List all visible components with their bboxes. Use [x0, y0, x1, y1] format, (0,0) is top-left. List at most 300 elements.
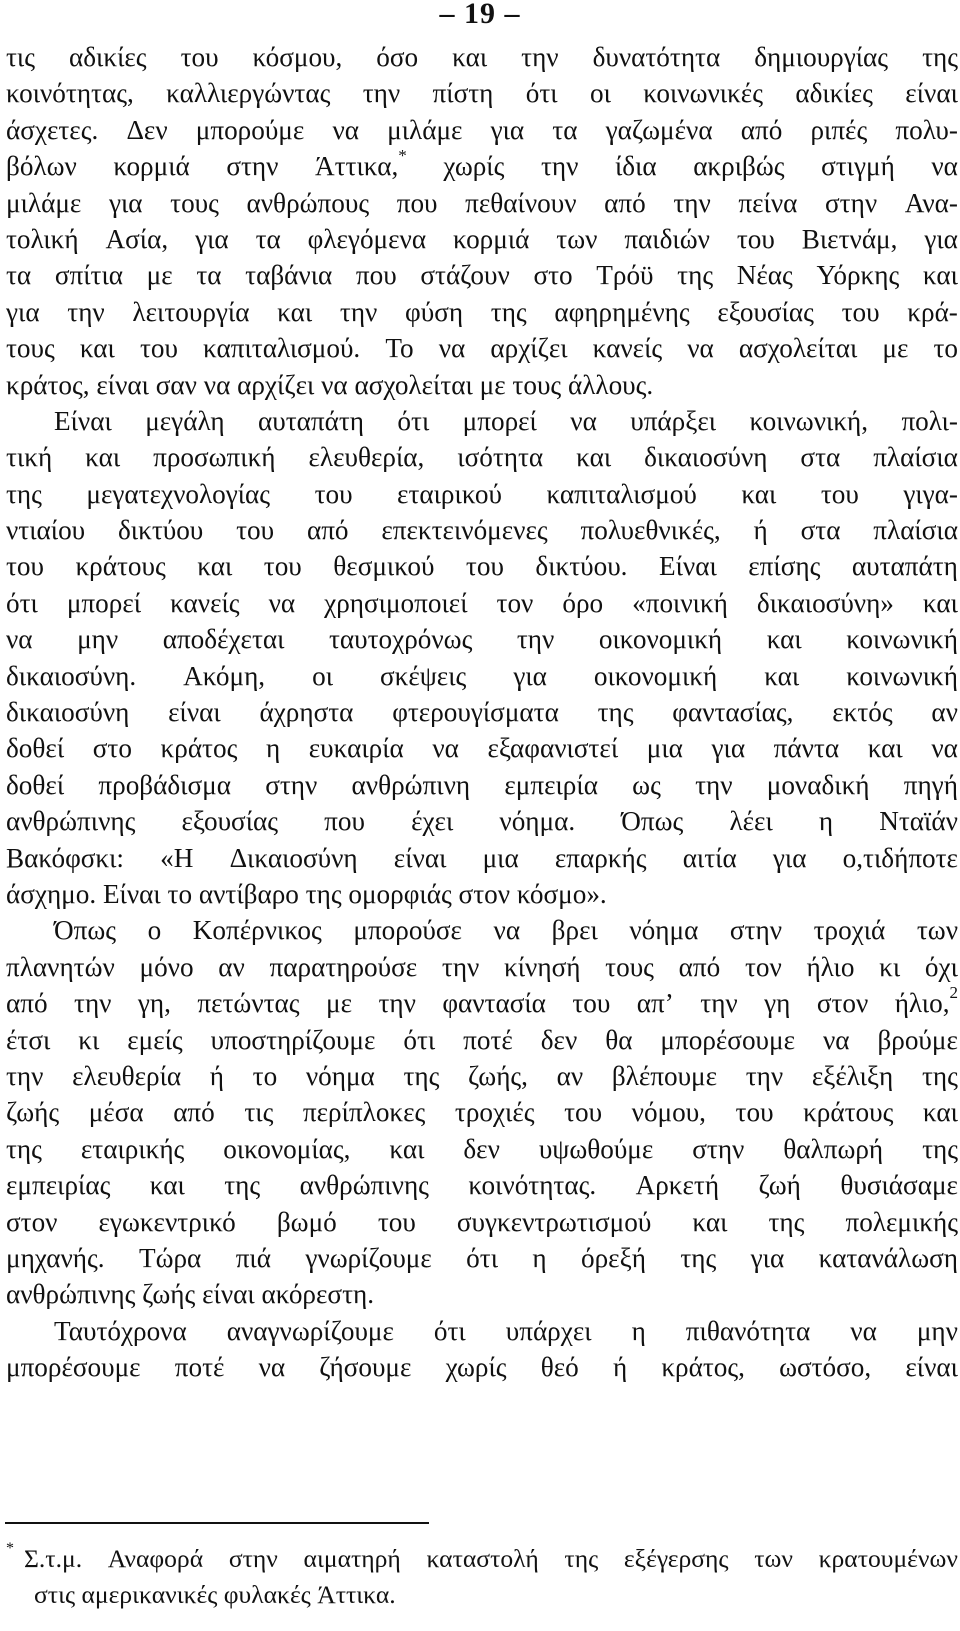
- word: του: [465, 551, 504, 582]
- word: ή: [209, 1060, 225, 1091]
- word: τις: [244, 1097, 274, 1128]
- word: ντιαίου: [6, 515, 86, 546]
- body-line: [6, 1204, 958, 1240]
- word: να: [931, 151, 958, 182]
- word: της: [490, 296, 527, 327]
- word: να: [438, 333, 466, 364]
- word: το: [933, 333, 958, 364]
- word: πλαίσια: [873, 515, 958, 546]
- word: με: [479, 369, 506, 400]
- word: της: [6, 1133, 42, 1164]
- word: της: [922, 1133, 958, 1164]
- word: αδικίες: [795, 78, 873, 109]
- word: αν: [931, 697, 958, 728]
- body-line: [6, 512, 958, 548]
- body-line: [6, 658, 958, 694]
- word: στον: [816, 988, 869, 1019]
- word: Είναι: [102, 878, 161, 909]
- body-line: [6, 112, 958, 148]
- word: αυταπάτη: [258, 405, 365, 436]
- word: σκέψεις: [380, 660, 467, 691]
- word: στην: [692, 1133, 745, 1164]
- word: στις: [34, 1580, 76, 1609]
- word: καπιταλισμού: [546, 478, 697, 509]
- word: έτσι: [6, 1024, 51, 1055]
- word: και: [741, 478, 777, 509]
- word: της: [921, 1060, 958, 1091]
- word: Ακόμη,: [183, 660, 266, 691]
- word: Κοπέρνικος: [192, 915, 322, 946]
- word: πιθανότητα: [685, 1315, 811, 1346]
- body-line: [6, 548, 958, 584]
- word: τροχιές: [454, 1097, 535, 1128]
- word: παιδιών: [624, 223, 710, 254]
- word: προσωπική: [153, 442, 276, 473]
- body-line: [6, 1094, 958, 1130]
- word: αντίβαρο: [198, 878, 299, 909]
- word: και: [197, 551, 233, 582]
- word: και: [389, 1133, 425, 1164]
- word: τους: [6, 333, 55, 364]
- word: λέει: [729, 806, 773, 837]
- word: εμπειρία: [504, 769, 598, 800]
- word: ζωή: [758, 1170, 801, 1201]
- word: στιγμή: [821, 151, 895, 182]
- body-line: [6, 75, 958, 111]
- word: να: [570, 405, 597, 436]
- word: στην: [228, 1544, 278, 1573]
- word: την: [67, 296, 105, 327]
- word: κορμιά: [113, 151, 190, 182]
- word: κι: [78, 1024, 100, 1055]
- word: Άττικα,*: [314, 146, 407, 182]
- word: μπορέσουμε: [660, 1024, 796, 1055]
- word: όρο: [562, 587, 604, 618]
- word: επίσης: [748, 551, 821, 582]
- word: τους: [170, 187, 219, 218]
- word: κράτος,: [6, 369, 90, 400]
- word: τροχιά: [813, 915, 886, 946]
- word: εμπειρίας: [6, 1170, 111, 1201]
- word: κατανάλωση: [818, 1242, 958, 1273]
- word: εξέγερσης: [623, 1544, 729, 1573]
- word: χωρίς: [443, 151, 505, 182]
- word: στην: [729, 915, 782, 946]
- word: θεσμικού: [333, 551, 435, 582]
- body-line: [6, 185, 958, 221]
- word: να: [203, 369, 231, 400]
- word: εγωκεντρικό: [98, 1206, 236, 1237]
- word: ακόρεστη.: [261, 1279, 375, 1310]
- word: τις: [6, 42, 36, 72]
- word: καταστολή: [426, 1544, 539, 1573]
- body-line: [6, 330, 958, 366]
- body-line: [6, 1022, 958, 1058]
- word: γη: [764, 988, 791, 1019]
- word: όσο: [376, 42, 419, 72]
- word: ζωής,: [468, 1060, 528, 1091]
- word: θεό: [540, 1352, 579, 1383]
- word: που: [355, 260, 397, 291]
- word: Άττικα.: [317, 1580, 396, 1609]
- word: ανθρώπινης: [299, 1170, 429, 1201]
- word: πολυεθνικές,: [580, 515, 721, 546]
- word: αποδέχεται: [162, 624, 285, 655]
- word: να: [493, 915, 521, 946]
- word: την: [378, 988, 416, 1019]
- body-line: [6, 730, 958, 766]
- word: κοινότητας,: [6, 78, 134, 109]
- word: είναι: [393, 842, 447, 873]
- footnote-line: [6, 1577, 958, 1613]
- word: και: [692, 1206, 728, 1237]
- word: καπιταλισμού.: [203, 333, 361, 364]
- body-line: [6, 148, 958, 184]
- word: μέσα: [88, 1097, 144, 1128]
- word: μιλάμε: [387, 114, 463, 145]
- word: ποτέ: [174, 1352, 225, 1383]
- word: και: [766, 624, 802, 655]
- word: εξέλιξη: [811, 1060, 894, 1091]
- body-line: [6, 1167, 958, 1203]
- word: «Η: [160, 842, 194, 873]
- word: ανθρώπινη: [351, 769, 471, 800]
- word: να: [850, 1315, 877, 1346]
- word: περίπλοκες: [302, 1097, 426, 1128]
- word: με: [882, 333, 909, 364]
- word: θυσιάσαμε: [840, 1170, 958, 1201]
- word: της: [6, 478, 42, 509]
- word: το: [167, 878, 193, 909]
- word: το: [252, 1060, 278, 1091]
- word: πλανητών: [6, 951, 115, 982]
- word: η: [532, 1242, 547, 1273]
- word: μια: [646, 733, 683, 764]
- body-line: [6, 840, 958, 876]
- word: από: [678, 951, 721, 982]
- word: αδικίες: [69, 42, 147, 72]
- word: αρχίζει: [237, 369, 315, 400]
- word: οι: [312, 660, 334, 691]
- word: για: [6, 296, 40, 327]
- word: υπάρχει: [505, 1315, 592, 1346]
- word: κοινωνική,: [749, 405, 869, 436]
- word: την: [516, 624, 555, 655]
- word: αφηρημένης: [554, 296, 690, 327]
- word: και: [149, 1170, 185, 1201]
- word: να: [268, 587, 296, 618]
- footnote-marker: *: [6, 1540, 14, 1557]
- body-line: [6, 949, 958, 985]
- body-text: [6, 39, 958, 1385]
- word: ότι: [403, 1024, 436, 1055]
- word: παρατηρούσε: [269, 951, 418, 982]
- word: ακριβώς: [693, 151, 785, 182]
- word: Όπως: [54, 915, 117, 946]
- body-line: [6, 803, 958, 839]
- word: οικονομίας,: [223, 1133, 351, 1164]
- word: που: [396, 187, 438, 218]
- footnote: [6, 1541, 958, 1613]
- word: μπορεί: [66, 587, 142, 618]
- word: πείνα: [738, 187, 798, 218]
- word: δοθεί: [6, 733, 65, 764]
- word: ίδια: [614, 151, 657, 182]
- word: να: [432, 733, 459, 764]
- word: ανθρώπινης: [6, 806, 136, 837]
- word: με: [326, 988, 352, 1019]
- word: κράτους: [75, 551, 166, 582]
- body-line: [6, 39, 958, 75]
- word: είναι: [905, 1352, 958, 1383]
- word: Το: [385, 333, 414, 364]
- word: άχρηστα: [259, 697, 354, 728]
- word: για: [513, 660, 547, 691]
- word: δημιουργίας: [754, 42, 889, 72]
- word: τα: [552, 114, 578, 145]
- word: ελευθερία,: [308, 442, 425, 473]
- word: κράτος,: [661, 1352, 745, 1383]
- word: και: [922, 587, 958, 618]
- word: μπορεί: [462, 405, 537, 436]
- word: σαν: [155, 369, 197, 400]
- word: δοθεί: [6, 769, 65, 800]
- word: ευκαιρία: [308, 733, 404, 764]
- word: μπορέσουμε: [6, 1352, 141, 1383]
- word: να: [822, 1024, 850, 1055]
- word: από: [173, 1097, 215, 1128]
- word: ανθρώπους: [246, 187, 370, 218]
- word: της: [680, 1242, 717, 1273]
- word: εμείς: [127, 1024, 183, 1055]
- word: συγκεντρωτισμού: [456, 1206, 652, 1237]
- word: που: [324, 806, 365, 837]
- word: της: [305, 878, 342, 909]
- word: δικαιοσύνη: [644, 442, 768, 473]
- word: για: [924, 223, 958, 254]
- word: Είναι: [54, 405, 112, 436]
- word: ριπές: [810, 114, 868, 145]
- word: να: [931, 733, 958, 764]
- word: του: [564, 1097, 603, 1128]
- word: υποστηρίζουμε: [210, 1024, 376, 1055]
- word: να: [321, 369, 348, 400]
- word: μπορούμε: [195, 114, 305, 145]
- word: την: [362, 78, 401, 109]
- word: των: [916, 915, 958, 946]
- word: και: [85, 442, 121, 473]
- word: ωστόσο,: [779, 1352, 872, 1383]
- word: Τρόϋ: [596, 260, 654, 291]
- word: πηγή: [903, 769, 958, 800]
- word: κράτους: [803, 1097, 894, 1128]
- word: Αρκετή: [635, 1170, 720, 1201]
- word: δικτύου: [118, 515, 204, 546]
- word: του: [377, 1206, 416, 1237]
- word: εκτός: [832, 697, 893, 728]
- word: ισότητα: [457, 442, 544, 473]
- word: για: [772, 842, 807, 873]
- word: κρά-: [907, 296, 958, 327]
- word: στο: [92, 733, 132, 764]
- word: δικαιοσύνη.: [6, 660, 137, 691]
- word: Ταυτόχρονα: [54, 1315, 187, 1346]
- word: πετώντας: [197, 988, 300, 1019]
- word: είναι: [168, 697, 221, 728]
- word: μιλάμε: [6, 187, 82, 218]
- word: ζωής: [142, 1279, 196, 1310]
- word: εταιρικού: [397, 478, 502, 509]
- word: γαζωμένα: [605, 114, 713, 145]
- word: για: [108, 187, 143, 218]
- body-line: [6, 694, 958, 730]
- word: αν: [218, 951, 245, 982]
- word: Δεν: [126, 114, 168, 145]
- word: «ποινική: [632, 587, 728, 618]
- word: είναι: [96, 369, 149, 400]
- word: Νέας: [736, 260, 793, 291]
- word: κοινότητας.: [468, 1170, 597, 1201]
- word: κοινωνική: [846, 660, 958, 691]
- footnote-divider: [5, 1522, 429, 1524]
- word: Τώρα: [138, 1242, 202, 1273]
- word: Βακόφσκι:: [6, 842, 124, 873]
- word: την: [74, 988, 112, 1019]
- word: η: [631, 1315, 646, 1346]
- word: ομορφιάς: [348, 878, 452, 909]
- word: γη,: [137, 988, 171, 1019]
- word: δεν: [540, 1024, 578, 1055]
- word: ότι: [6, 587, 38, 618]
- word: με: [146, 260, 173, 291]
- word: για: [195, 223, 229, 254]
- word: υψωθούμε: [538, 1133, 654, 1164]
- word: λειτουργία: [132, 296, 250, 327]
- word: ήλιο,$^2$: [894, 983, 958, 1019]
- word: αρχίζει: [490, 333, 568, 364]
- word: ότι: [525, 78, 558, 109]
- word: δικαιοσύνη: [6, 697, 130, 728]
- word: της: [677, 260, 714, 291]
- word: η: [265, 733, 281, 764]
- word: του: [572, 988, 611, 1019]
- word: τα: [196, 260, 222, 291]
- word: των: [556, 223, 598, 254]
- word: του: [139, 333, 178, 364]
- word: ελευθερία: [72, 1060, 182, 1091]
- body-line: [6, 476, 958, 512]
- word: νόημα: [629, 915, 699, 946]
- word: για: [490, 114, 525, 145]
- word: στην: [825, 187, 878, 218]
- word: την: [441, 951, 480, 982]
- word: να: [258, 1352, 286, 1383]
- word: Βιετνάμ,: [801, 223, 898, 254]
- word: του: [236, 515, 275, 546]
- word: να: [6, 624, 33, 655]
- word: την: [695, 769, 733, 800]
- body-line: [6, 767, 958, 803]
- word: εξαφανιστεί: [487, 733, 619, 764]
- word: ή: [612, 1352, 628, 1383]
- body-line: [6, 621, 958, 657]
- word: και: [764, 660, 800, 691]
- word: χωρίς: [445, 1352, 507, 1383]
- word: ο: [147, 915, 162, 946]
- word: ζωής: [6, 1097, 60, 1128]
- word: είναι: [905, 78, 958, 109]
- word: βλέπουμε: [611, 1060, 718, 1091]
- word: στάζουν: [420, 260, 510, 291]
- word: και: [576, 442, 612, 473]
- word: τους: [605, 951, 654, 982]
- word: πίστη: [432, 78, 494, 109]
- word: αν: [556, 1060, 584, 1091]
- word: βωμό: [276, 1206, 337, 1237]
- word: από: [740, 114, 783, 145]
- word: νόμου,: [631, 1097, 706, 1128]
- word: του: [180, 42, 219, 72]
- word: Δικαιοσύνη: [229, 842, 358, 873]
- word: αιτία: [682, 842, 737, 873]
- word: δυνατότητα: [592, 42, 721, 72]
- word: αυταπάτη: [851, 551, 958, 582]
- word: επαρκής: [554, 842, 647, 873]
- word: στα: [800, 442, 841, 473]
- word: δεν: [463, 1133, 500, 1164]
- word: ποτέ: [463, 1024, 513, 1055]
- word: κόσμο».: [516, 878, 607, 909]
- word: μεγάλη: [145, 405, 225, 436]
- word: Όπως: [621, 806, 684, 837]
- word: στο: [533, 260, 573, 291]
- word: ο,τιδήποτε: [842, 842, 958, 873]
- word: Σ.τ.μ.: [24, 1544, 83, 1573]
- word: ασχολείται: [738, 333, 858, 364]
- word: μπορούσε: [353, 915, 462, 946]
- word: κορμιά: [452, 223, 530, 254]
- word: και: [452, 42, 488, 72]
- word: πολι-: [901, 405, 958, 436]
- word: αμερικανικές: [81, 1580, 218, 1609]
- word: πολεμικής: [845, 1206, 958, 1237]
- word: του: [735, 1097, 774, 1128]
- word: πολυ-: [895, 114, 958, 145]
- word: μια: [482, 842, 519, 873]
- word: φτερουγίσματα: [392, 697, 559, 728]
- word: φύση: [405, 296, 464, 327]
- word: ταβάνια: [245, 260, 333, 291]
- word: του: [841, 296, 880, 327]
- word: πλαίσια: [873, 442, 958, 473]
- word: του: [314, 478, 353, 509]
- word: βόλων: [6, 151, 77, 182]
- word: όχι: [924, 951, 958, 982]
- word: ζήσουμε: [319, 1352, 412, 1383]
- word: στα: [800, 515, 841, 546]
- word: θα: [605, 1024, 633, 1055]
- word: άλλους.: [567, 369, 654, 400]
- word: στον: [458, 878, 511, 909]
- word: δικαιοσύνη»: [756, 587, 894, 618]
- word: προβάδισμα: [98, 769, 231, 800]
- word: δικτύου.: [535, 551, 628, 582]
- word: αιματηρή: [303, 1544, 401, 1573]
- word: τους: [512, 369, 562, 400]
- word: απ’: [636, 988, 674, 1019]
- word: σπίτια: [54, 260, 124, 291]
- word: κράτος: [160, 733, 238, 764]
